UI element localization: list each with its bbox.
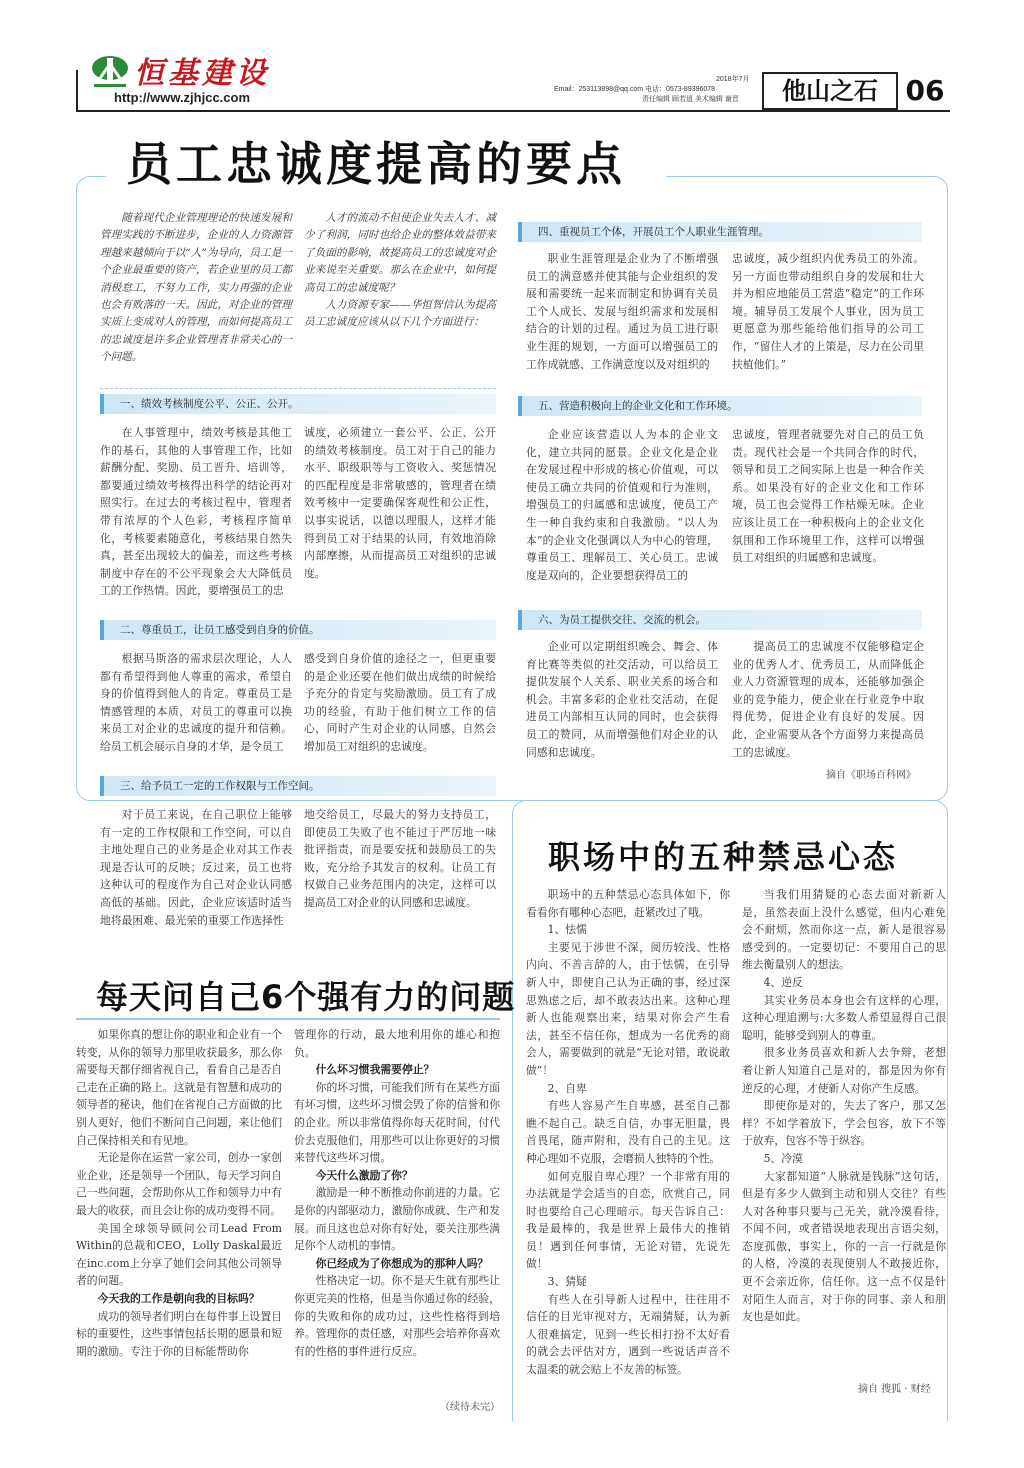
question-heading: 什么坏习惯我需要停止？ xyxy=(315,1063,435,1077)
issue-date: 2018年7月 xyxy=(716,76,750,83)
page-number: 06 xyxy=(905,74,945,107)
contact-info: Email：253113898@qq.com 电话：0573-89396078 xyxy=(554,86,716,93)
article2-title: 每天问自己6个强有力的问题 xyxy=(96,978,516,1016)
body-paragraph: 忠诚度，减少组织内优秀员工的外流。另一方面也带动组织自身的发展和壮大并为相应地能员工营造“稳定”的工作环境。辅导员工发展个人事业，因为员工更愿意为那些能给他们指导的公司工作，“留住人才的上策是，尽力在公司里扶植他们。” xyxy=(732,252,924,371)
body-paragraph: 有些人在引导新人过程中，往往用不信任的目光审视对方，无端猜疑，认为新人很难搞定，见到一些长相打扮不太好看的就会去评估对方，遇到一些说话声音不太温柔的就会贴上不友善的标签。 xyxy=(526,1292,730,1377)
body-paragraph: 管理你的行动，最大地利用你的雄心和抱负。 xyxy=(294,1028,500,1059)
body-paragraph: 大家都知道“人脉就是钱脉”这句话，但是有多少人做到主动和别人交往？有些人对各种事只要与己无关，就冷漠看待，不闻不问，或者错误地表现出言语尖刻，态度孤傲，事实上，你的一言一行就是你的人格，冷漠的表现使别人不敢接近你，更不会亲近你，信任你。这一点不仅是针对陌生人而言，对于你的同事、亲人和朋友也是如此。 xyxy=(742,1169,946,1324)
body-paragraph: 如何克服自卑心理？一个非常有用的办法就是学会适当的自恋，欣赏自己，同时也要给自己心理暗示。每天告诉自己：我是最棒的，我是世界上最伟大的推销员！遇到任何事情，无论对错，先说先做！ xyxy=(526,1169,730,1271)
article3-col1 xyxy=(526,886,730,1379)
article2-continued: （续待未完） xyxy=(440,1402,500,1413)
article3-col2 xyxy=(742,886,946,1326)
body-paragraph: 5、冷漠 xyxy=(763,1151,803,1165)
section-heading-2: 二、尊重员工，让员工感受到自身的价值。 xyxy=(100,620,496,640)
body-paragraph: 对于员工来说，在自己职位上能够有一定的工作权限和工作空间，可以自主地处理自己的业务是企业对其工作表现是否认可的反映；反过来，员工也将这种认可的程度作为自己对企业认同感高低的基础。因此，企业应该适时适当地将最困难、最光荣的重要工作选择性 xyxy=(100,808,292,927)
section-label: 他山之石 xyxy=(782,77,878,105)
section-heading-1: 一、绩效考核制度公平、公正、公开。 xyxy=(100,394,496,414)
body-paragraph: 美国全球领导顾问公司Lead From Within的总裁和CEO，Lolly Daskal最近在inc.com上分享了她们会问其他公司领导者的问题。 xyxy=(76,1221,282,1288)
body-paragraph: 提高员工的忠诚度不仅能够稳定企业的优秀人才、优秀员工，从而降低企业人力资源管理的成本，还能够加强企业的竞争能力，使企业在行业竞争中取得优势，促进企业有良好的发展。因此，企业需要从各个方面努力来提高员工的忠诚度。 xyxy=(732,640,924,759)
intro-paragraph: 随着现代企业管理理论的快速发展和管理实践的不断进步，企业的人力资源管理越来越倾向于以“人”为导向，员工是一个企业最重要的资产，若企业里的员工都消极怠工，不努力工作，实力再强的企业也会有败落的一天。因此，对企业的管理实质上变成对人的管理，而如何提高员工的忠诚度是许多企业管理者非常关心的一个问题。 xyxy=(100,212,292,364)
section6-col2 xyxy=(732,638,924,761)
logo-icon xyxy=(90,54,130,90)
header-left-rule xyxy=(76,70,78,112)
body-paragraph: 主要见于涉世不深，阅历较浅、性格内向、不善言辞的人，由于怯懦，在引导新人中，即使自己认为正确的事，经过深思熟虑之后，却不敢表达出来。这种心理新人也能观察出来，结果对你会产生看法，甚至不信任你，想成为一名优秀的商会人，需要做到的就是“无论对错，敢说敢做”！ xyxy=(526,940,730,1077)
divider xyxy=(100,388,496,389)
body-paragraph: 企业应该营造以人为本的企业文化，建立共同的愿景。企业文化是企业在发展过程中形成的核心价值观，可以使员工确立共同的价值观和行为准则，增强员工的归属感和忠诚度，使员工产生一种自我约束和自我激励。“以人为本”的企业文化强调以人为中心的管理，尊重员工、理解员工、关心员工。忠诚度是双向的，企业要想获得员工的 xyxy=(526,428,718,582)
editor-credits: 责任编辑 顾若逍 美术编辑 谢晋 xyxy=(642,96,739,103)
section4-col2 xyxy=(732,250,924,373)
body-paragraph: 企业可以定期组织晚会、舞会、体育比赛等类似的社交活动，可以给员工提供发展个人关系、职业关系的场合和机会。丰富多彩的企业社交活动，在促进员工内部相互认同的同时，也会获得员工的赞同，从而增强他们对企业的认同感和忠诚度。 xyxy=(526,640,718,759)
site-url[interactable]: http://www.zjhjcc.com xyxy=(114,90,251,105)
body-paragraph: 2、自卑 xyxy=(547,1081,587,1095)
body-paragraph: 根据马斯洛的需求层次理论，人人都有希望得到他人尊重的需求，希望自身的价值得到他人的肯定。尊重员工是情感管理的本质，对员工的尊重可以换来员工对企业的忠诚度的提升和信赖。给员工机会展示自身的才华，是令员工 xyxy=(100,652,292,753)
section-heading-4: 四、重视员工个体，开展员工个人职业生涯管理。 xyxy=(518,222,922,242)
article1-intro-col1 xyxy=(100,210,292,367)
body-paragraph: 诚度，必须建立一套公平、公正、公开的绩效考核制度。员工对于自己的能力水平、职级职等与工资收入、奖惩情况的匹配程度是非常敏感的，管理者在绩效考核中一定要确保客观性和公正性，以事实说话，以德以理服人，这样才能得到员工对于结果的认同，有效地消除内部摩擦，从而提高员工对组织的忠诚度。 xyxy=(304,426,496,580)
body-paragraph: 忠诚度，管理者就要先对自己的员工负责。现代社会是一个共同合作的时代，领导和员工之间实际上也是一种合作关系。如果没有好的企业文化和工作环境，员工也会觉得工作枯燥无味。企业应该让员工在一种积极向上的企业文化氛围和工作环境里工作，这样可以增强员工对组织的归属感和忠诚度。 xyxy=(732,428,924,565)
body-paragraph: 职场中的五种禁忌心态具体如下，你看看你有哪种心态吧，赶紧改过了哦。 xyxy=(526,888,730,919)
article2-col2 xyxy=(294,1026,500,1360)
section5-col1 xyxy=(526,426,718,584)
body-paragraph: 即使你是对的，失去了客户，那又怎样？不如学着放下，学会包容，放下不等于放弃，包容不等于纵容。 xyxy=(742,1099,946,1148)
article3-title: 职场中的五种禁忌心态 xyxy=(548,838,899,876)
body-paragraph: 职业生涯管理是企业为了不断增强员工的满意感并使其能与企业组织的发展和需要统一起来而制定和协调有关员工个人成长、发展与组织需求和发展相结合的计划的过程。通过为员工进行职业生涯的规划，一方面可以增强员工的工作成就感、工作满意度以及对组织的 xyxy=(526,252,718,371)
body-paragraph: 当我们用猜疑的心态去面对新新人是，虽然表面上没什么感觉，但内心难免会不耐烦，然而你这一点，新人是很容易感受到的。一定要切记：不要用自己的思维去衡量别人的想法。 xyxy=(742,888,946,972)
article1-intro-col2 xyxy=(304,210,496,332)
body-paragraph: 你的坏习惯，可能我们所有在某些方面有坏习惯，这些坏习惯会毁了你的信誉和你的企业。所以非常值得你每天花时间，付代价去克服他们，用那些可以让你更好的习惯来替代这些坏习惯。 xyxy=(294,1080,500,1165)
section5-col2 xyxy=(732,426,924,567)
body-paragraph: 3、猜疑 xyxy=(547,1275,587,1289)
section2-col1 xyxy=(100,650,292,756)
logo-text: 恒基建设 xyxy=(134,56,270,91)
section3-col2 xyxy=(304,806,496,912)
question-heading: 你已经成为了你想成为的那种人吗？ xyxy=(315,1256,489,1270)
body-paragraph: 在人事管理中，绩效考核是其他工作的基石，其他的人事管理工作，比如薪酬分配、奖励、员工晋升、培训等，都要通过绩效考核得出科学的结论再对照实行。在过去的考核过程中，管理者带有浓厚的个人色彩，考核程序简单化，考核要素随意化，考核结果自然失真，甚至出现较大的偏差，而这些考核制度中存在的不公平现象会大大降低员工的工作热情。因此，要增强员工的忠 xyxy=(100,426,292,598)
body-paragraph: 感受到自身价值的途径之一，但更重要的是企业还要在他们做出成绩的时候给予充分的肯定与奖励激励。员工有了成功的经验，有助于他们树立工作的信心，同时产生对企业的认同感，自然会增加员工对组织的忠诚度。 xyxy=(304,652,496,753)
section3-col1 xyxy=(100,806,292,929)
body-paragraph: 1、怯懦 xyxy=(547,923,587,937)
body-paragraph: 如果你真的想让你的职业和企业有一个转变，从你的领导力那里收获最多，那么你需要每天都仔细省视自己，看看自己是否自己走在正确的路上。这就是有智慧和成功的领导者的秘诀，他们在省视自己方面做的比别人更好，他们不断问自己问题，来让他们自己保持相关和有见地。 xyxy=(76,1028,282,1147)
body-paragraph: 其实业务员本身也会有这样的心理，这种心理追溯与:大多数人希望显得自己很聪明，能够受到别人的尊重。 xyxy=(742,993,946,1042)
question-heading: 今天什么激励了你？ xyxy=(315,1168,413,1182)
article2-rule xyxy=(76,1018,500,1020)
section-heading-3: 三、给予员工一定的工作权限与工作空间。 xyxy=(100,776,496,796)
section1-col1 xyxy=(100,424,292,600)
body-paragraph: 无论是你在运营一家公司，创办一家创业企业，还是领导一个团队，每天学习问自己一些问题，会帮助你从工作和领导力中有最大的收获，而且会让你的成功变得不同。 xyxy=(76,1151,282,1217)
body-paragraph: 很多业务员喜欢和新人去争辩，老想着让新人知道自己是对的，都是因为你有逆反的心理，才使新人对你产生反感。 xyxy=(742,1046,946,1095)
section4-col1 xyxy=(526,250,718,373)
section2-col2 xyxy=(304,650,496,756)
section-label-box xyxy=(762,72,898,110)
section-heading-6: 六、为员工提供交往、交流的机会。 xyxy=(518,610,922,630)
masthead xyxy=(76,50,950,112)
body-paragraph: 性格决定一切。你不是天生就有那些让你更完美的性格，但是当你通过你的经验，你的失败和你的成功过，这些性格得到培养。管理你的责任感，对那些会培养你喜欢有的性格的事件进行反应。 xyxy=(294,1274,500,1358)
body-paragraph: 地交给员工，尽最大的努力支持员工，即使员工失败了也不能过于严厉地一味批评指责，而是要安抚和鼓励员工的失败，充分给予其发言的权利。让员工有权做自己业务范围内的决定，这样可以提高员工对企业的认同感和忠诚度。 xyxy=(304,808,496,909)
section6-col1 xyxy=(526,638,718,761)
body-paragraph: 激励是一种不断推动你前进的力量。它是你的内部驱动力，激励你成就、生产和发展。而且这也总对你有好处，要关注那些满足你个人动机的事情。 xyxy=(294,1186,500,1253)
article3-source: 摘自 搜狐 · 财经 xyxy=(858,1384,931,1395)
article2-col1 xyxy=(76,1026,282,1360)
intro-paragraph: 人力资源专家——华恒智信认为提高员工忠诚度应该从以下几个方面进行： xyxy=(304,299,496,329)
header-rule xyxy=(76,110,950,112)
intro-paragraph: 人才的流动不但使企业失去人才、减少了利润，同时也给企业的整体效益带来了负面的影响，故提高员工的忠诚度对企业来说至关重要。那么在企业中，如何提高员工的忠诚度呢？ xyxy=(304,212,496,294)
article1-source: 摘自《职场百科网》 xyxy=(826,770,916,781)
body-paragraph: 4、逆反 xyxy=(763,975,803,989)
body-paragraph: 有些人容易产生自卑感，甚至自己都瞧不起自己。缺乏自信，办事无胆量，畏首畏尾，随声附和，没有自己的主见。这种心理如不克服，会磨损人独特的个性。 xyxy=(526,1099,730,1165)
question-heading: 今天我的工作是朝向我的目标吗？ xyxy=(97,1291,260,1305)
body-paragraph: 成功的领导者们明白在每件事上设置目标的重要性，这些事情包括长期的愿景和短期的激励。专注于你的目标能帮助你 xyxy=(76,1309,282,1358)
section1-col2 xyxy=(304,424,496,582)
article1-title: 员工忠诚度提高的要点 xyxy=(126,137,626,191)
section-heading-5: 五、营造积极向上的企业文化和工作环境。 xyxy=(518,396,922,416)
